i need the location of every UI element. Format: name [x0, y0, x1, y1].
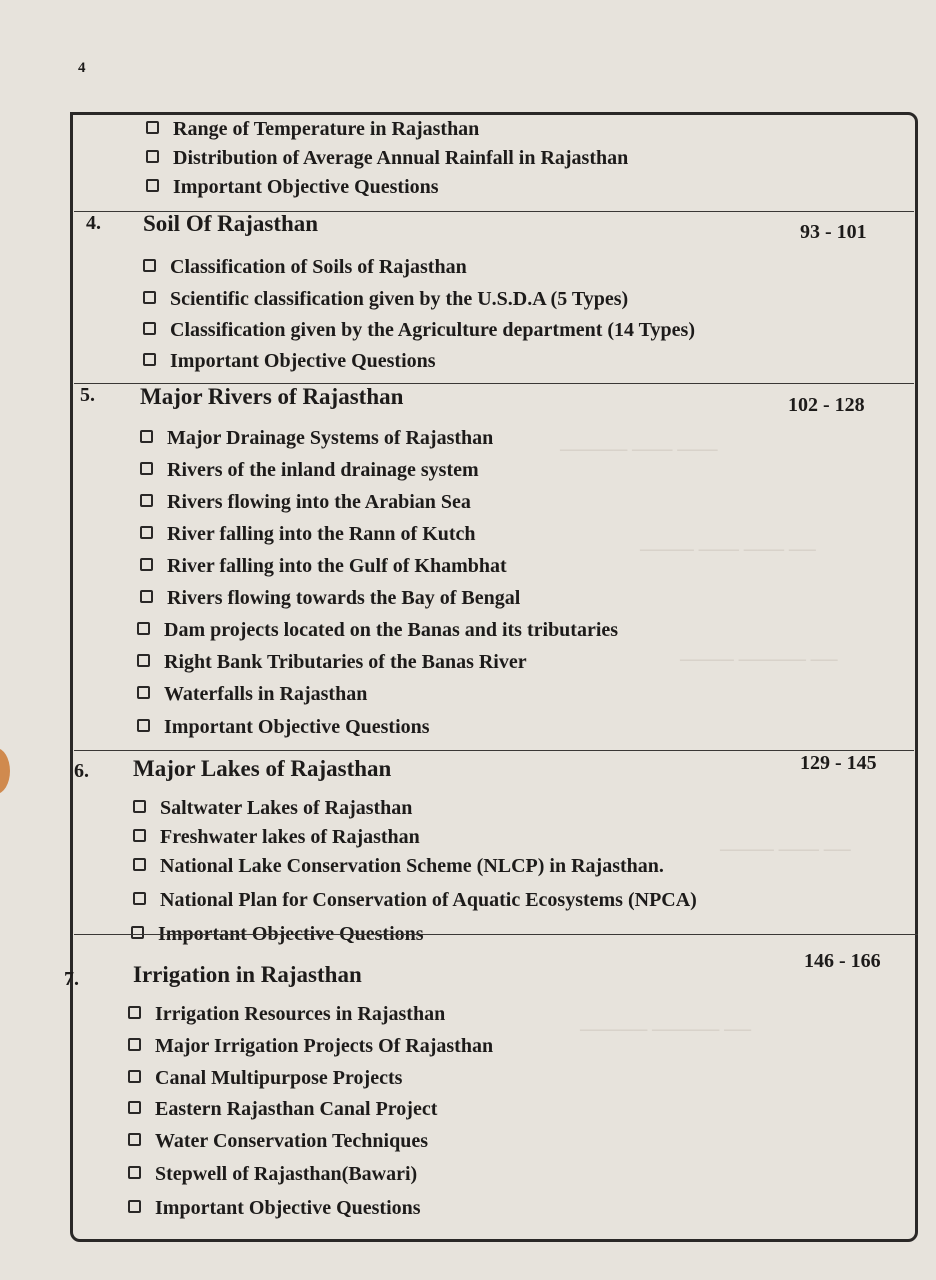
bleed-through-texture: ──── ───── ── — [680, 650, 838, 671]
list-item: National Lake Conservation Scheme (NLCP) in Rajasthan. — [133, 855, 664, 878]
section-divider — [74, 750, 914, 751]
intro-item: Range of Temperature in Rajasthan — [146, 118, 479, 141]
checkbox-bullet-icon — [137, 686, 150, 699]
list-item: Saltwater Lakes of Rajasthan — [133, 797, 412, 820]
list-item: Important Objective Questions — [128, 1197, 421, 1220]
chapter-pages: 102 - 128 — [788, 394, 865, 416]
chapter-title: Major Lakes of Rajasthan — [133, 756, 392, 781]
list-item: Classification given by the Agriculture department (14 Types) — [143, 319, 695, 342]
chapter-pages: 129 - 145 — [800, 752, 877, 774]
page-edge-tab — [0, 748, 10, 794]
checkbox-bullet-icon — [140, 430, 153, 443]
chapter-number: 5. — [80, 384, 95, 406]
list-item: Eastern Rajasthan Canal Project — [128, 1098, 437, 1121]
list-item: Scientific classification given by the U.S.D.A (5 Types) — [143, 288, 628, 311]
list-item: Classification of Soils of Rajasthan — [143, 256, 467, 279]
checkbox-bullet-icon — [146, 121, 159, 134]
list-item: Important Objective Questions — [143, 350, 436, 373]
checkbox-bullet-icon — [146, 179, 159, 192]
checkbox-bullet-icon — [143, 353, 156, 366]
checkbox-bullet-icon — [133, 829, 146, 842]
chapter-title: Major Rivers of Rajasthan — [140, 384, 404, 409]
chapter-pages: 93 - 101 — [800, 221, 867, 243]
list-item: River falling into the Rann of Kutch — [140, 523, 476, 546]
chapter-pages: 146 - 166 — [804, 950, 881, 972]
list-item: Dam projects located on the Banas and its tributaries — [137, 619, 618, 642]
checkbox-bullet-icon — [140, 494, 153, 507]
bleed-through-texture: ──── ─── ── — [720, 840, 851, 861]
intro-item: Distribution of Average Annual Rainfall in Rajasthan — [146, 147, 628, 170]
checkbox-bullet-icon — [140, 590, 153, 603]
chapter-number: 7. — [64, 968, 79, 990]
list-item: Important Objective Questions — [137, 716, 430, 739]
chapter-number: 6. — [74, 760, 89, 782]
checkbox-bullet-icon — [140, 558, 153, 571]
chapter-title: Irrigation in Rajasthan — [133, 962, 362, 987]
checkbox-bullet-icon — [133, 858, 146, 871]
chapter-title: Soil Of Rajasthan — [143, 211, 319, 236]
list-item: Canal Multipurpose Projects — [128, 1067, 402, 1090]
list-item: Water Conservation Techniques — [128, 1130, 428, 1153]
bleed-through-texture: ───── ─── ─── — [560, 440, 718, 461]
checkbox-bullet-icon — [143, 259, 156, 272]
bleed-through-texture: ───── ───── ── — [580, 1020, 752, 1041]
checkbox-bullet-icon — [128, 1101, 141, 1114]
list-item: National Plan for Conservation of Aquatic Ecosystems (NPCA) — [133, 889, 697, 912]
section-divider — [74, 934, 918, 935]
checkbox-bullet-icon — [128, 1070, 141, 1083]
checkbox-bullet-icon — [137, 622, 150, 635]
checkbox-bullet-icon — [137, 654, 150, 667]
intro-item: Important Objective Questions — [146, 176, 439, 199]
list-item: Freshwater lakes of Rajasthan — [133, 826, 420, 849]
page-number: 4 — [78, 60, 86, 76]
checkbox-bullet-icon — [140, 462, 153, 475]
checkbox-bullet-icon — [146, 150, 159, 163]
list-item: Right Bank Tributaries of the Banas River — [137, 651, 527, 674]
list-item: Major Drainage Systems of Rajasthan — [140, 427, 493, 450]
list-item: Rivers flowing towards the Bay of Bengal — [140, 587, 520, 610]
checkbox-bullet-icon — [128, 1133, 141, 1146]
checkbox-bullet-icon — [143, 291, 156, 304]
list-item: Stepwell of Rajasthan(Bawari) — [128, 1163, 417, 1186]
checkbox-bullet-icon — [133, 892, 146, 905]
checkbox-bullet-icon — [137, 719, 150, 732]
checkbox-bullet-icon — [140, 526, 153, 539]
list-item: River falling into the Gulf of Khambhat — [140, 555, 507, 578]
list-item: Major Irrigation Projects Of Rajasthan — [128, 1035, 493, 1058]
checkbox-bullet-icon — [143, 322, 156, 335]
list-item: Rivers flowing into the Arabian Sea — [140, 491, 471, 514]
checkbox-bullet-icon — [131, 926, 144, 939]
list-item: Irrigation Resources in Rajasthan — [128, 1003, 445, 1026]
checkbox-bullet-icon — [128, 1006, 141, 1019]
list-item: Important Objective Questions — [131, 923, 424, 946]
checkbox-bullet-icon — [133, 800, 146, 813]
checkbox-bullet-icon — [128, 1166, 141, 1179]
list-item: Waterfalls in Rajasthan — [137, 683, 367, 706]
checkbox-bullet-icon — [128, 1200, 141, 1213]
chapter-number: 4. — [86, 212, 101, 234]
list-item: Rivers of the inland drainage system — [140, 459, 479, 482]
checkbox-bullet-icon — [128, 1038, 141, 1051]
bleed-through-texture: ──── ─── ─── ── — [640, 540, 816, 561]
